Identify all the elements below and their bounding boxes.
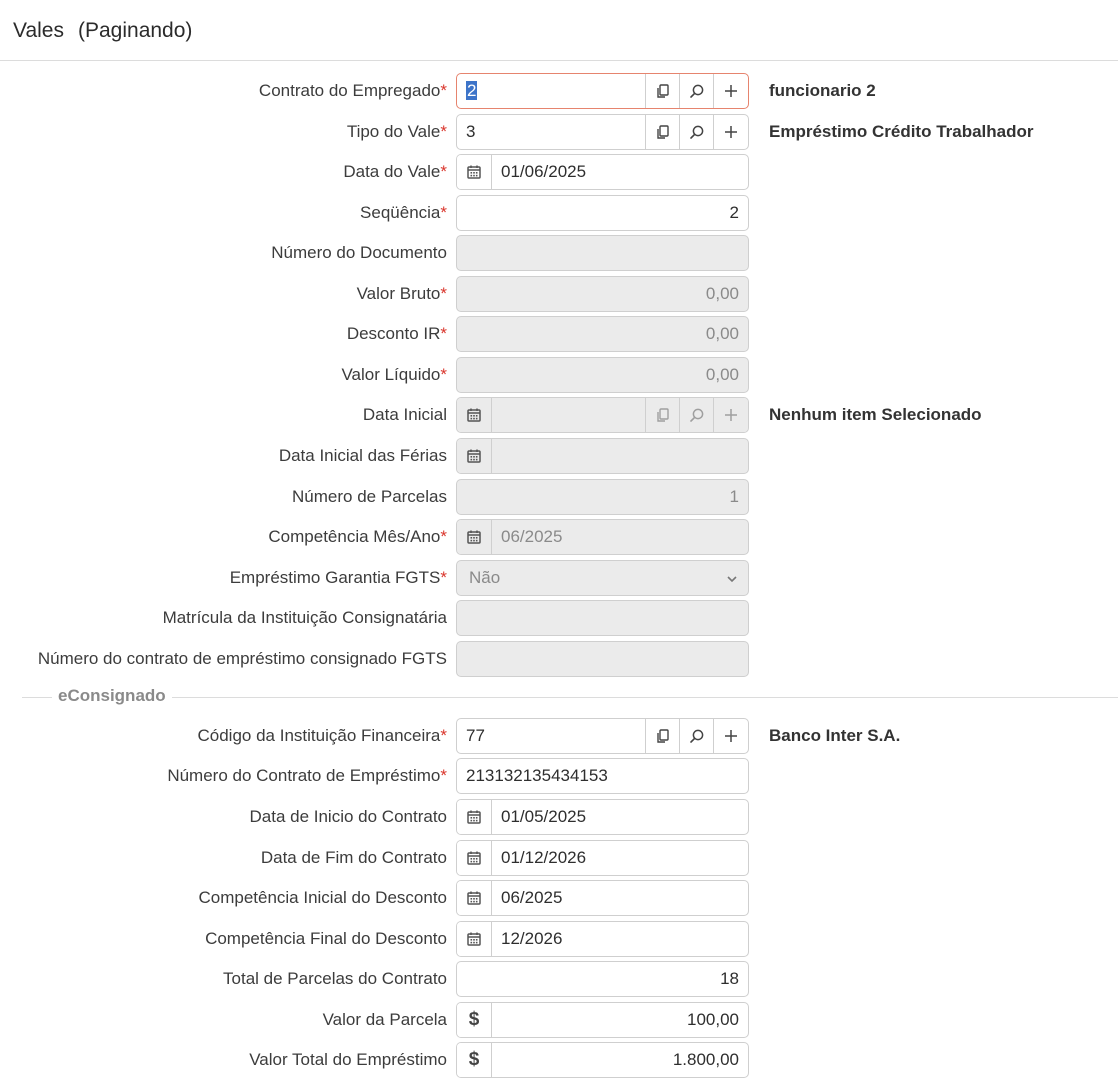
row-total-parcelas (0, 961, 1118, 997)
field-label: Seqüência* (360, 203, 447, 222)
comp-inicial-input[interactable]: 06/2025 (456, 880, 749, 916)
field-label: Data Inicial das Férias (278, 446, 447, 465)
row-sequencia (0, 195, 1118, 231)
sequencia-input[interactable]: 2 (456, 195, 749, 231)
valor-parcela-input[interactable]: $ 100,00 (456, 1002, 749, 1038)
calendar-icon[interactable] (457, 922, 492, 956)
codigo-inst-input[interactable]: 77 (456, 718, 749, 754)
row-numero-contrato (0, 758, 1118, 794)
field-label: Valor Líquido* (341, 365, 447, 384)
contrato-description: funcionario 2 (769, 81, 876, 100)
numero-documento-input (456, 235, 749, 271)
calendar-icon[interactable] (457, 520, 492, 554)
row-valor-parcela (0, 1002, 1118, 1038)
row-matricula-inst (0, 600, 1118, 636)
page-header (0, 0, 1118, 61)
chevron-down-icon (726, 573, 738, 585)
field-label: Contrato do Empregado* (258, 81, 447, 100)
data-inicial-ferias-input (456, 438, 749, 474)
field-label: Valor Bruto* (356, 284, 447, 303)
calendar-icon[interactable] (457, 439, 492, 473)
data-inicio-input[interactable]: 01/05/2025 (456, 799, 749, 835)
numero-parcelas-input: 1 (456, 479, 749, 515)
section-title: eConsignado (52, 686, 172, 706)
field-label: Código da Instituição Financeira* (197, 726, 447, 745)
field-label: Competência Final do Desconto (205, 929, 447, 948)
dollar-icon: $ (457, 1003, 492, 1037)
search-icon (679, 398, 713, 432)
data-inicial-description: Nenhum item Selecionado (769, 405, 982, 424)
plus-icon (713, 398, 748, 432)
total-parcelas-input[interactable]: 18 (456, 961, 749, 997)
data-inicial-input (456, 397, 749, 433)
search-icon[interactable] (679, 74, 713, 108)
field-label: Número do Documento (271, 243, 447, 262)
field-label: Empréstimo Garantia FGTS* (229, 568, 447, 587)
contrato-empregado-input[interactable] (456, 73, 749, 109)
calendar-icon[interactable] (457, 155, 492, 189)
copy-icon (645, 398, 679, 432)
copy-icon[interactable] (645, 719, 679, 753)
row-comp-final (0, 921, 1118, 957)
field-label: Número de Parcelas (292, 487, 447, 506)
row-valor-bruto (0, 276, 1118, 312)
row-numero-contrato-fgts (0, 641, 1118, 677)
dollar-icon: $ (457, 1043, 492, 1077)
row-comp-inicial (0, 880, 1118, 916)
data-fim-input[interactable]: 01/12/2026 (456, 840, 749, 876)
row-data-inicial (0, 397, 1118, 433)
field-label: Desconto IR* (346, 324, 447, 343)
field-label: Número do Contrato de Empréstimo* (167, 766, 447, 785)
section-divider (22, 697, 1118, 698)
row-numero-documento (0, 235, 1118, 271)
tipo-vale-description: Empréstimo Crédito Trabalhador (769, 122, 1034, 141)
data-vale-input[interactable]: 01/06/2025 (456, 154, 749, 190)
row-valor-total (0, 1042, 1118, 1078)
section-econsignado (0, 682, 1118, 712)
valor-bruto-input: 0,00 (456, 276, 749, 312)
field-label: Data de Inicio do Contrato (249, 807, 447, 826)
competencia-input: 06/2025 (456, 519, 749, 555)
numero-contrato-fgts-input (456, 641, 749, 677)
copy-icon[interactable] (645, 74, 679, 108)
codigo-inst-description: Banco Inter S.A. (769, 726, 901, 745)
valor-total-input[interactable]: $ 1.800,00 (456, 1042, 749, 1078)
page-title (13, 19, 192, 43)
field-label: Valor da Parcela (322, 1010, 447, 1029)
calendar-icon[interactable] (457, 841, 492, 875)
row-data-inicial-ferias (0, 438, 1118, 474)
field-label: Data do Vale* (343, 162, 447, 181)
row-tipo-vale (0, 114, 1118, 150)
plus-icon[interactable] (713, 115, 748, 149)
field-label: Número do contrato de empréstimo consignado FGTS (37, 649, 447, 668)
page-title-text: Vales (13, 19, 64, 42)
row-competencia (0, 519, 1118, 555)
row-data-fim (0, 840, 1118, 876)
row-contrato-empregado (0, 73, 1118, 109)
selected-text: 2 (467, 81, 477, 100)
calendar-icon[interactable] (457, 881, 492, 915)
field-label: Matrícula da Instituição Consignatária (162, 608, 447, 627)
row-numero-parcelas (0, 479, 1118, 515)
page-mode: (Paginando) (77, 19, 193, 42)
field-label: Data de Fim do Contrato (260, 848, 447, 867)
tipo-vale-input[interactable]: 3 (456, 114, 749, 150)
field-label: Tipo do Vale* (346, 122, 447, 141)
search-icon[interactable] (679, 719, 713, 753)
plus-icon[interactable] (713, 719, 748, 753)
emprestimo-fgts-select: Não (456, 560, 749, 596)
valor-liquido-input: 0,00 (456, 357, 749, 393)
desconto-ir-input: 0,00 (456, 316, 749, 352)
row-codigo-inst (0, 718, 1118, 754)
row-emprestimo-fgts (0, 560, 1118, 596)
row-valor-liquido (0, 357, 1118, 393)
search-icon[interactable] (679, 115, 713, 149)
numero-contrato-input[interactable]: 213132135434153 (456, 758, 749, 794)
calendar-icon[interactable] (457, 800, 492, 834)
field-label: Competência Inicial do Desconto (198, 888, 447, 907)
row-data-vale (0, 154, 1118, 190)
copy-icon[interactable] (645, 115, 679, 149)
calendar-icon[interactable] (457, 398, 492, 432)
row-desconto-ir (0, 316, 1118, 352)
matricula-inst-input (456, 600, 749, 636)
plus-icon[interactable] (713, 74, 748, 108)
field-label: Total de Parcelas do Contrato (223, 969, 447, 988)
field-label: Data Inicial (362, 405, 447, 424)
comp-final-input[interactable]: 12/2026 (456, 921, 749, 957)
row-data-inicio (0, 799, 1118, 835)
field-label: Competência Mês/Ano* (268, 527, 447, 546)
field-label: Valor Total do Empréstimo (249, 1050, 447, 1069)
